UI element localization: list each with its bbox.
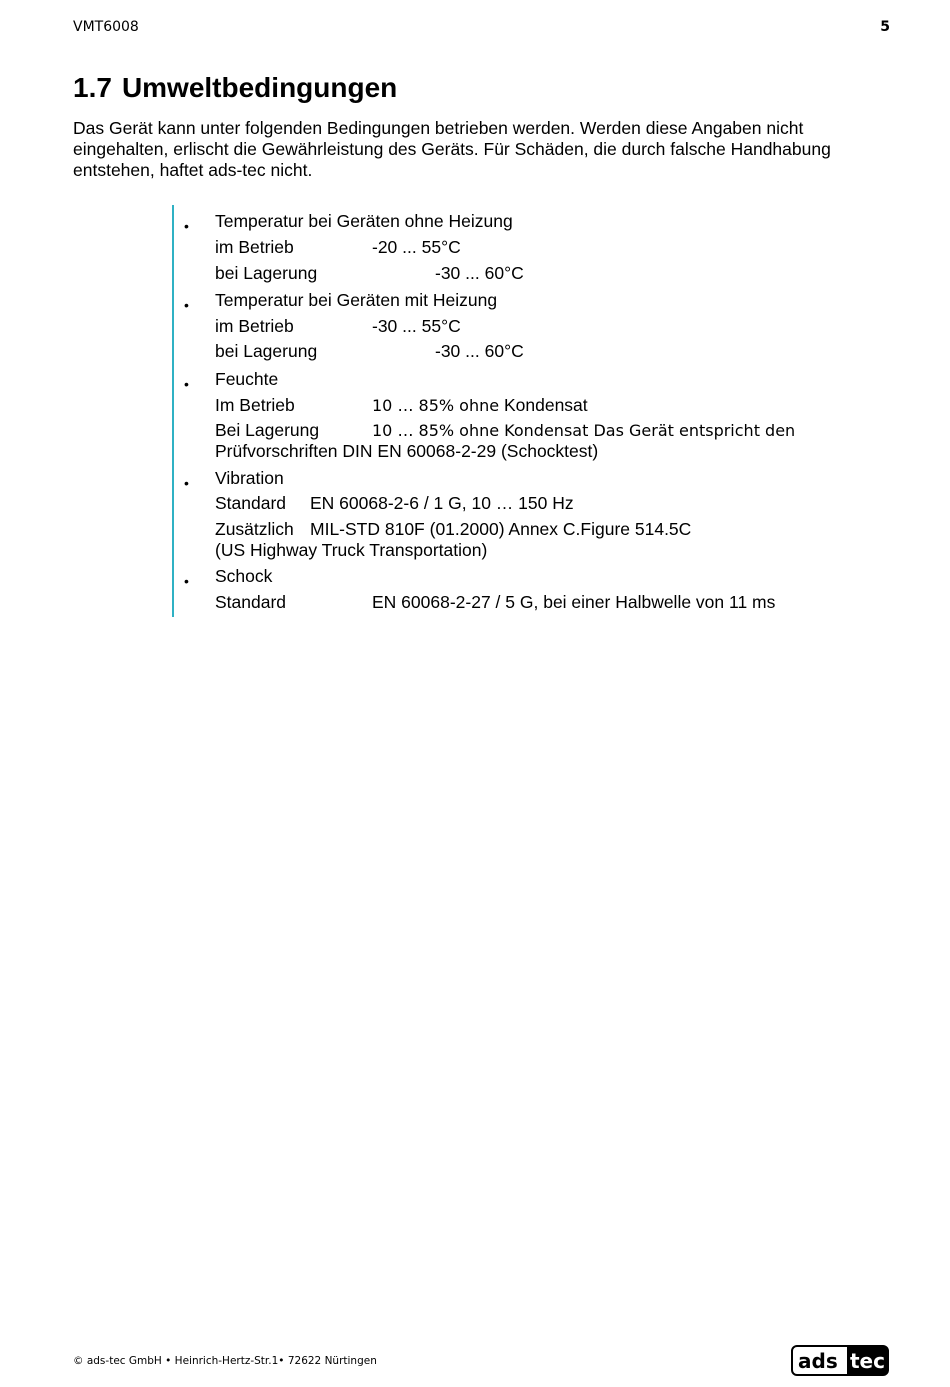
bullet-icon: •: [184, 376, 189, 392]
section-title: Umweltbedingungen: [121, 72, 398, 103]
spec-label: bei Lagerung: [215, 263, 318, 283]
spec-value: -30 ... 60°C: [435, 341, 524, 361]
spec-label: Standard: [215, 592, 287, 612]
spec-title-temp-no-heating: Temperatur bei Geräten ohne Heizung: [215, 211, 513, 231]
spec-value: EN 60068-2-6 / 1 G, 10 … 150 Hz: [310, 493, 574, 513]
spec-title-vibration: Vibration: [215, 468, 284, 488]
spec-value: 10 … 85% ohne Kondensat Das Gerät entspricht den: [372, 421, 796, 440]
spec-value: EN 60068-2-27 / 5 G, bei einer Halbwelle von 11 ms: [372, 592, 776, 612]
spec-continuation: (US Highway Truck Transportation): [215, 540, 488, 560]
spec-label: im Betrieb: [215, 316, 294, 336]
spec-value: -20 ... 55°C: [372, 237, 461, 257]
doc-id: VMT6008: [73, 19, 139, 35]
spec-value: MIL-STD 810F (01.2000) Annex C.Figure 514.5C: [310, 519, 692, 539]
spec-title-temp-heating: Temperatur bei Geräten mit Heizung: [215, 290, 498, 310]
spec-label: Im Betrieb: [215, 395, 295, 415]
spec-label: Bei Lagerung: [215, 420, 320, 440]
spec-value: -30 ... 60°C: [435, 263, 524, 283]
bullet-icon: •: [184, 573, 189, 589]
logo-text-left: ads: [798, 1349, 838, 1373]
spec-label: im Betrieb: [215, 237, 294, 257]
spec-value: 10 … 85% ohne: [372, 396, 500, 415]
spec-list: [172, 205, 874, 617]
spec-label: Zusätzlich: [215, 519, 294, 539]
section-heading: [73, 72, 397, 104]
section-number: 1.7: [73, 72, 112, 103]
logo-text-right: tec: [850, 1349, 885, 1373]
intro-paragraph: Das Gerät kann unter folgenden Bedingungen betrieben werden. Werden diese Angaben nicht eingehalten, erlischt die Gewährleistung des Geräts. Für Schäden, die durch falsche Handhabung entstehen, haftet ads-tec nicht.: [73, 118, 831, 180]
bullet-icon: •: [184, 297, 189, 313]
footer-address: © ads-tec GmbH • Heinrich-Hertz-Str.1• 72622 Nürtingen: [73, 1355, 377, 1367]
spec-label: Standard: [215, 493, 287, 513]
page-number: 5: [880, 19, 890, 35]
spec-continuation: Prüfvorschriften DIN EN 60068-2-29 (Schocktest): [215, 441, 599, 461]
spec-label: bei Lagerung: [215, 341, 318, 361]
spec-title-shock: Schock: [215, 566, 273, 586]
bullet-icon: •: [184, 218, 189, 234]
spec-value-suffix: Kondensat: [503, 395, 588, 415]
ads-tec-logo: [791, 1345, 889, 1376]
bullet-icon: •: [184, 475, 189, 491]
spec-title-humidity: Feuchte: [215, 369, 279, 389]
spec-value: -30 ... 55°C: [372, 316, 461, 336]
